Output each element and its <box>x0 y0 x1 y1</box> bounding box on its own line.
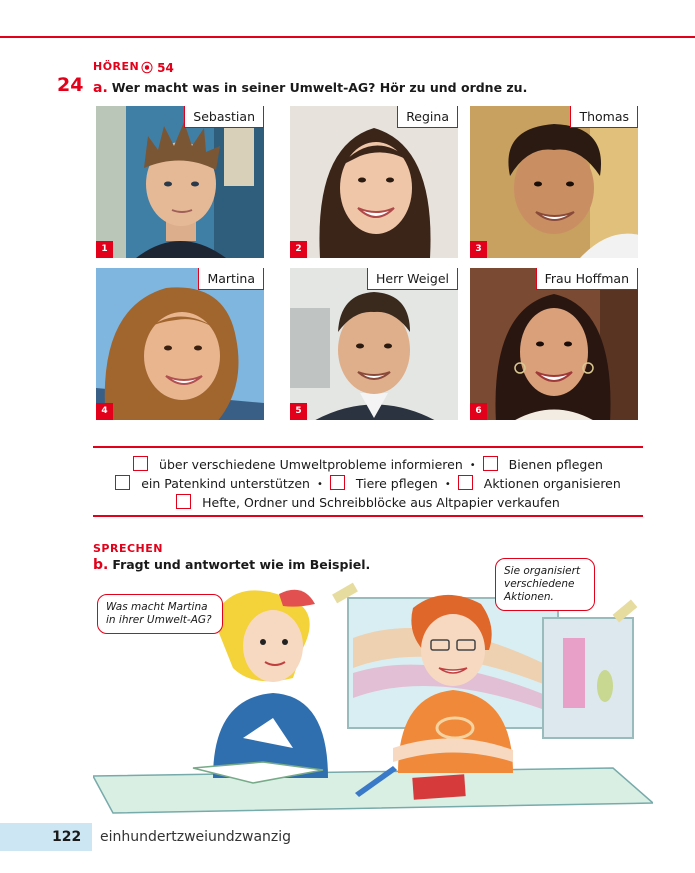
name-label-sebastian: Sebastian <box>184 106 264 128</box>
section-label-hoeren: HÖREN <box>93 60 140 73</box>
speech-bubble-question: Was macht Martina in ihrer Umwelt-AG? <box>97 594 223 634</box>
audio-track-label[interactable]: ⦿ 54 <box>141 61 174 75</box>
portrait-woman-dark-hair <box>470 268 638 420</box>
name-label-thomas: Thomas <box>570 106 638 128</box>
name-label-herr-weigel: Herr Weigel <box>367 268 458 290</box>
options-line-3 <box>93 494 643 510</box>
portrait-girl-curly-hair <box>96 268 264 420</box>
task-a-instruction <box>93 80 527 96</box>
options-line-1 <box>93 456 643 472</box>
options-bottom-rule <box>93 515 643 517</box>
photo-thomas <box>470 106 638 258</box>
photo-number-badge: 1 <box>96 241 113 258</box>
option-text: Bienen pflegen <box>508 457 603 472</box>
photo-number-badge: 4 <box>96 403 113 420</box>
photo-number-badge: 5 <box>290 403 307 420</box>
exercise-number: 24 <box>57 74 84 96</box>
option-text: über verschiedene Umweltprobleme informieren <box>159 457 463 472</box>
task-a-text: Wer macht was in seiner Umwelt-AG? Hör zu und ordne zu. <box>111 80 528 95</box>
separator-dot: • <box>444 479 451 490</box>
options-top-rule <box>93 446 643 448</box>
portrait-boy-spiky-hair <box>96 106 264 258</box>
separator-dot: • <box>469 460 476 471</box>
photo-herr-weigel <box>290 268 458 420</box>
option-text: ein Patenkind unterstützen <box>141 476 310 491</box>
checkbox[interactable] <box>176 494 191 509</box>
photo-sebastian <box>96 106 264 258</box>
name-label-martina: Martina <box>198 268 264 290</box>
options-line-2 <box>93 475 643 491</box>
portrait-girl-long-dark-hair <box>290 106 458 258</box>
task-b-instruction <box>93 557 370 573</box>
option-text: Aktionen organisieren <box>483 476 621 491</box>
name-label-regina: Regina <box>397 106 458 128</box>
photo-martina <box>96 268 264 420</box>
checkbox[interactable] <box>458 475 473 490</box>
page-number: 122 <box>52 829 82 845</box>
task-b-letter: b. <box>93 557 109 573</box>
cartoon-illustration <box>93 565 653 818</box>
top-rule <box>0 36 695 38</box>
photo-number-badge: 6 <box>470 403 487 420</box>
page-number-word: einhundertzweiundzwanzig <box>100 829 292 845</box>
portrait-man-short-hair <box>290 268 458 420</box>
name-label-frau-hoffman: Frau Hoffman <box>536 268 638 290</box>
speech-bubble-answer: Sie organisiert verschiedene Aktionen. <box>495 558 595 611</box>
option-text: Tiere pflegen <box>355 476 438 491</box>
photo-regina <box>290 106 458 258</box>
checkbox[interactable] <box>330 475 345 490</box>
task-a-letter: a. <box>93 80 108 96</box>
checkbox[interactable] <box>115 475 130 490</box>
checkbox[interactable] <box>483 456 498 471</box>
section-label-sprechen: SPRECHEN <box>93 542 163 555</box>
checkbox[interactable] <box>133 456 148 471</box>
separator-dot: • <box>316 479 323 490</box>
photo-frau-hoffman <box>470 268 638 420</box>
portrait-boy-dark-hair <box>470 106 638 258</box>
photo-number-badge: 3 <box>470 241 487 258</box>
photo-number-badge: 2 <box>290 241 307 258</box>
task-b-text: Fragt und antwortet wie im Beispiel. <box>112 557 371 572</box>
option-text: Hefte, Ordner und Schreibblöcke aus Altpapier verkaufen <box>202 495 560 510</box>
